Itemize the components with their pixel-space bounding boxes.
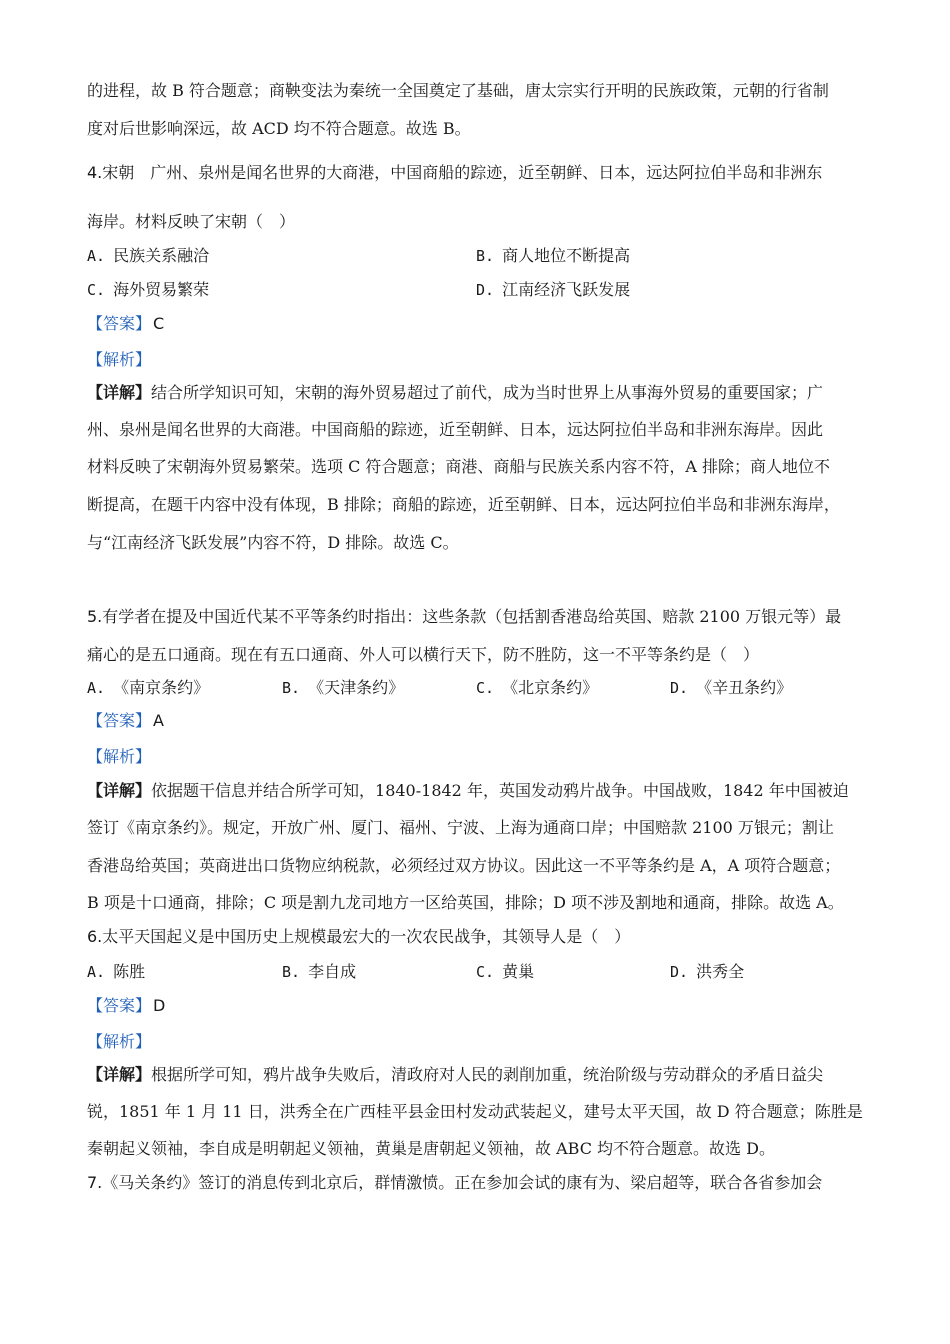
q6-option-d — [670, 961, 744, 983]
q5-stem-line-1 — [87, 606, 877, 628]
q4-option-a — [87, 245, 209, 267]
q5-option-b — [282, 677, 404, 699]
q5-analysis-label — [87, 746, 877, 768]
q4-option-d-letter: D. — [476, 281, 495, 299]
q5-option-a-text: 《南京条约》 — [113, 678, 210, 697]
q5-stem-line-2: 痛心的是五口通商。现在有五口通商、外人可以横行天下，防不胜防，这一不平等条约是（ ） — [87, 645, 760, 664]
q5-option-c — [476, 677, 598, 699]
q6-option-c-text: 黄巢 — [502, 962, 535, 981]
q6-detail-tag: 【详解】 — [87, 1065, 152, 1084]
q4-detail-line-3: 材料反映了宋朝海外贸易繁荣。选项 C 符合题意；商港、商船与民族关系内容不符，A 排除；商人地位不 — [87, 457, 831, 476]
q4-detail-line-5: 与“江南经济飞跃发展”内容不符，D 排除。故选 C。 — [87, 533, 459, 552]
q6-stem-text-1: 太平天国起义是中国历史上规模最宏大的一次农民战争，其领导人是（ ） — [102, 927, 631, 946]
q4-stem-line-1 — [87, 162, 877, 184]
q6-option-b-letter: B. — [282, 963, 301, 981]
q5-option-a-letter: A. — [87, 679, 106, 697]
q6-option-c — [476, 961, 534, 983]
q4-option-a-letter: A. — [87, 247, 106, 265]
q6-number: 6. — [87, 927, 103, 946]
q4-option-a-text: 民族关系融洽 — [113, 246, 210, 265]
q4-stem-line-2: 海岸。材料反映了宋朝（ ） — [87, 212, 296, 231]
q6-option-a-letter: A. — [87, 963, 106, 981]
q5-option-d-letter: D. — [670, 679, 689, 697]
q5-detail-line-4: B 项是十口通商，排除；C 项是割九龙司地方一区给英国，排除；D 项不涉及割地和通商，排除。故选 A。 — [87, 893, 844, 912]
q6-option-b-text: 李自成 — [308, 962, 357, 981]
q5-number: 5. — [87, 607, 103, 626]
q4-analysis-tag: 【解析】 — [87, 350, 152, 369]
q6-detail-text-1: 根据所学可知，鸦片战争失败后，清政府对人民的剥削加重，统治阶级与劳动群众的矛盾日益尖 — [151, 1065, 824, 1084]
q6-detail-line-1 — [87, 1064, 877, 1086]
q5-option-a — [87, 677, 209, 699]
q6-option-a-text: 陈胜 — [113, 962, 146, 981]
q4-option-d — [476, 279, 630, 301]
q5-answer-label: 【答案】 — [87, 711, 152, 730]
q5-option-d-text: 《辛丑条约》 — [696, 678, 793, 697]
q4-answer — [87, 313, 877, 335]
q6-option-c-letter: C. — [476, 963, 495, 981]
q4-detail-line-1 — [87, 382, 877, 404]
q6-analysis-tag: 【解析】 — [87, 1032, 152, 1051]
q6-detail-line-3: 秦朝起义领袖，李自成是明朝起义领袖，黄巢是唐朝起义领袖，故 ABC 均不符合题意。故选 D。 — [87, 1139, 775, 1158]
q6-stem-line-1 — [87, 926, 877, 948]
q4-option-c-text: 海外贸易繁荣 — [113, 280, 210, 299]
q6-analysis-label — [87, 1031, 877, 1053]
q4-detail-tag: 【详解】 — [87, 383, 152, 402]
q6-option-d-text: 洪秀全 — [696, 962, 745, 981]
q4-option-d-text: 江南经济飞跃发展 — [502, 280, 631, 299]
q5-option-d — [670, 677, 792, 699]
q5-detail-line-1 — [87, 780, 877, 802]
q5-detail-text-1: 依据题干信息并结合所学可知，1840-1842 年，英国发动鸦片战争。中国战败，1842 年中国被迫 — [151, 781, 849, 800]
q5-stem-text-1: 有学者在提及中国近代某不平等条约时指出：这些条款（包括割香港岛给英国、赔款 2100 万银元等）最 — [102, 607, 842, 626]
q7-number: 7. — [87, 1173, 103, 1192]
q5-analysis-tag: 【解析】 — [87, 747, 152, 766]
q4-option-b-text: 商人地位不断提高 — [502, 246, 631, 265]
q6-answer-label: 【答案】 — [87, 996, 152, 1015]
q6-answer — [87, 995, 877, 1017]
q6-detail-line-2: 锐，1851 年 1 月 11 日，洪秀全在广西桂平县金田村发动武装起义，建号太平天国，故 D 符合题意；陈胜是 — [87, 1102, 863, 1121]
q5-detail-line-2: 签订《南京条约》。规定，开放广州、厦门、福州、宁波、上海为通商口岸；中国赔款 2100 万银元；割让 — [87, 818, 834, 837]
q5-detail-tag: 【详解】 — [87, 781, 152, 800]
q4-answer-value: C — [153, 314, 165, 333]
q4-detail-text-1: 结合所学知识可知，宋朝的海外贸易超过了前代，成为当时世界上从事海外贸易的重要国家；广 — [151, 383, 824, 402]
q6-option-d-letter: D. — [670, 963, 689, 981]
q5-option-c-text: 《北京条约》 — [502, 678, 599, 697]
q6-option-a — [87, 961, 145, 983]
q5-detail-line-3: 香港岛给英国；英商进出口货物应纳税款，必须经过双方协议。因此这一不平等条约是 A，A 项符合题意； — [87, 856, 841, 875]
q5-option-c-letter: C. — [476, 679, 495, 697]
q7-stem-line-1 — [87, 1172, 877, 1194]
q4-option-b — [476, 245, 630, 267]
q5-option-b-letter: B. — [282, 679, 301, 697]
q4-analysis-label — [87, 349, 877, 371]
q6-answer-value: D — [153, 996, 166, 1015]
q6-option-b — [282, 961, 356, 983]
q4-option-c — [87, 279, 209, 301]
q5-answer-value: A — [153, 711, 164, 730]
q7-stem-text-1: 《马关条约》签订的消息传到北京后，群情激愤。正在参加会试的康有为、梁启超等，联合各省参加会 — [102, 1173, 823, 1192]
q4-stem-text-1: 宋朝 广州、泉州是闻名世界的大商港，中国商船的踪迹，近至朝鲜、日本，远达阿拉伯半岛和非洲东 — [102, 163, 823, 182]
q4-detail-line-4: 断提高，在题干内容中没有体现，B 排除；商船的踪迹，近至朝鲜、日本，远达阿拉伯半岛和非洲东海岸， — [87, 495, 840, 514]
q4-option-b-letter: B. — [476, 247, 495, 265]
prev-explanation-line-2: 度对后世影响深远，故 ACD 均不符合题意。故选 B。 — [87, 119, 471, 138]
q4-number: 4. — [87, 163, 103, 182]
q5-answer — [87, 710, 877, 732]
prev-explanation-line-1: 的进程，故 B 符合题意；商鞅变法为秦统一全国奠定了基础，唐太宗实行开明的民族政策，元朝的行省制 — [87, 81, 829, 100]
q4-detail-line-2: 州、泉州是闻名世界的大商港。中国商船的踪迹，近至朝鲜、日本，远达阿拉伯半岛和非洲东海岸。因此 — [87, 420, 824, 439]
q4-answer-label: 【答案】 — [87, 314, 152, 333]
q5-option-b-text: 《天津条约》 — [308, 678, 405, 697]
q4-option-c-letter: C. — [87, 281, 106, 299]
